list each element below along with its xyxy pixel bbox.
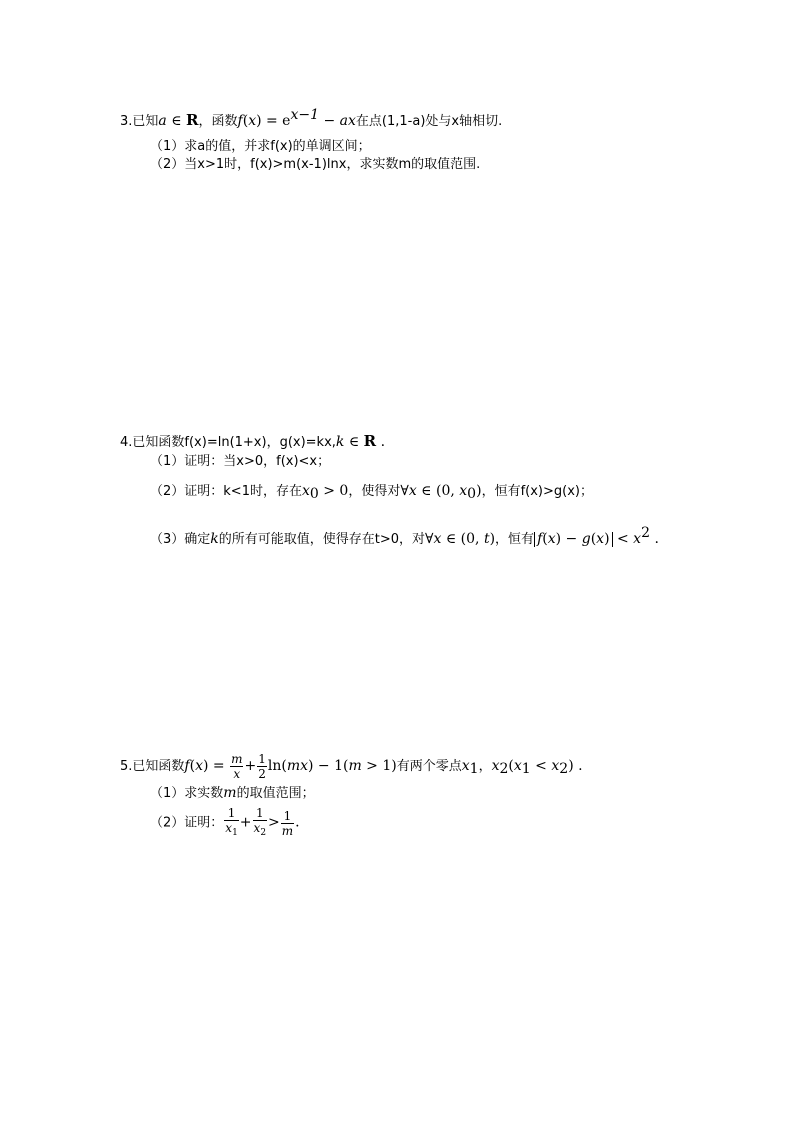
q5-stem: 5.已知函数f(x) = $\frac{m}{x}$ + $\frac{1}{2}$ ln(mx) − 1(m > 1)有两个零点$x_1$，$x_2(x_1 < x_2)$ . [120,752,583,781]
q3-stem: 3.已知a ∈ R，函数$f(x) = e^{x-1}$ − ax在点(1,1-a)处与x轴相切. [120,107,503,129]
q5-part1: （1）求实数m的取值范围； [150,785,315,801]
q4-part2: （2）证明：k<1时，存在$x_0 > 0$，使得对∀x ∈ (0, $x_0$)，恒有f(x)>g(x)； [150,483,593,502]
q4-stem: 4.已知函数f(x)=ln(1+x)，g(x)=kx,k ∈ R . [120,432,386,450]
q3-part2: （2）当x>1时，f(x)>m(x-1)lnx，求实数m的取值范围. [150,157,481,172]
q3-number: 3. [120,114,133,129]
q4-part3: （3）确定k的所有可能取值，使得存在t>0，对∀x ∈ (0, t)，恒有 $f(x) - g(x) < x^2$ . [150,525,659,547]
q4-number: 4. [120,435,133,450]
q3-part1: （1）求a的值，并求f(x)的单调区间； [150,139,371,154]
q5-part2: （2）证明： $\frac{1}{x_1}$ + $\frac{1}{x_2}$ > $\frac{1}{m}$ . [150,806,300,838]
q3-function-math: f [237,113,243,129]
q5-number: 5. [120,759,133,774]
q3-condition-math: a [158,113,167,129]
q4-part1: （1）证明：当x>0，f(x)<x； [150,454,331,469]
